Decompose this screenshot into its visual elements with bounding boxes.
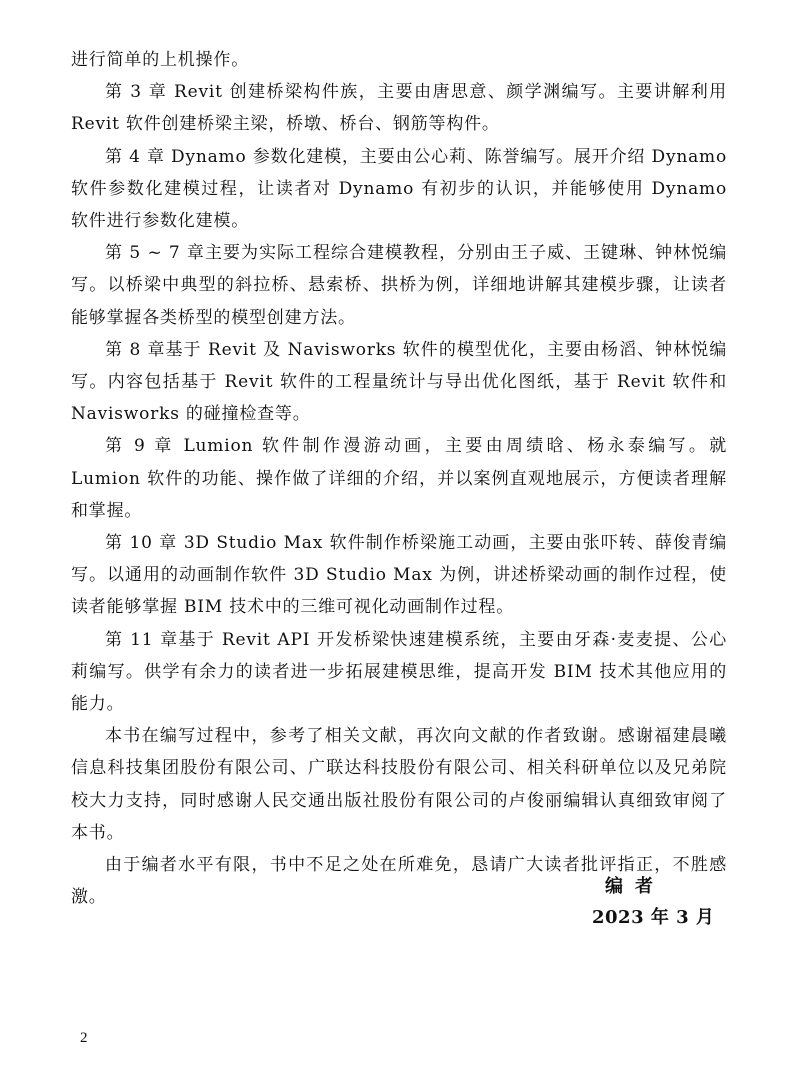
paragraph-chapter-3: 第 3 章 Revit 创建桥梁构件族，主要由唐思意、颜学渊编写。主要讲解利用 Revit 软件创建桥梁主梁，桥墩、桥台、钢筋等构件。 (71, 82, 727, 135)
page-number: 2 (80, 1030, 88, 1046)
paragraph-chapter-9: 第 9 章 Lumion 软件制作漫游动画，主要由周绩晗、杨永泰编写。就 Lumion 软件的功能、操作做了详细的介绍，并以案例直观地展示，方便读者理解和掌握。 (71, 436, 727, 521)
signature-author: 编者 (605, 876, 665, 897)
paragraph-chapter-10: 第 10 章 3D Studio Max 软件制作桥梁施工动画，主要由张吓转、薛俊青编写。以通用的动画制作软件 3D Studio Max 为例，讲述桥梁动画的制作过程，使读者能够掌握 BIM 技术中的三维可视化动画制作过程。 (71, 533, 727, 618)
paragraph-chapter-4: 第 4 章 Dynamo 参数化建模，主要由公心莉、陈誉编写。展开介绍 Dynamo 软件参数化建模过程，让读者对 Dynamo 有初步的认识，并能够使用 Dynamo 软件进行参数化建模。 (71, 146, 727, 232)
paragraph-chapter-8: 第 8 章基于 Revit 及 Navisworks 软件的模型优化，主要由杨滔、钟林悦编写。内容包括基于 Revit 软件的工程量统计与导出优化图纸，基于 Revit 软件和 Navisworks 的碰撞检查等。 (71, 339, 727, 425)
paragraph-closing: 由于编者水平有限，书中不足之处在所难免，恳请广大读者批评指正，不胜感激。 (71, 855, 727, 908)
paragraph-chapter-5-7: 第 5 ~ 7 章主要为实际工程综合建模教程，分别由王子威、王键琳、钟林悦编写。以桥梁中典型的斜拉桥、悬索桥、拱桥为例，详细地讲解其建模步骤，让读者能够掌握各类桥型的模型创建方法。 (71, 243, 727, 328)
paragraph-continuation: 进行简单的上机操作。 (71, 50, 249, 70)
paragraph-chapter-11: 第 11 章基于 Revit API 开发桥梁快速建模系统，主要由牙森·麦麦提、公心莉编写。供学有余力的读者进一步拓展建模思维，提高开发 BIM 技术其他应用的能力。 (71, 629, 727, 715)
document-body (71, 44, 727, 913)
paragraph-acknowledgements: 本书在编写过程中，参考了相关文献，再次向文献的作者致谢。感谢福建晨曦信息科技集团股份有限公司、广联达科技股份有限公司、相关科研单位以及兄弟院校大力支持，同时感谢人民交通出版社股份有限公司的卢俊丽编辑认真细致审阅了本书。 (71, 726, 727, 843)
signature-date: 2023 年 3 月 (592, 907, 715, 928)
